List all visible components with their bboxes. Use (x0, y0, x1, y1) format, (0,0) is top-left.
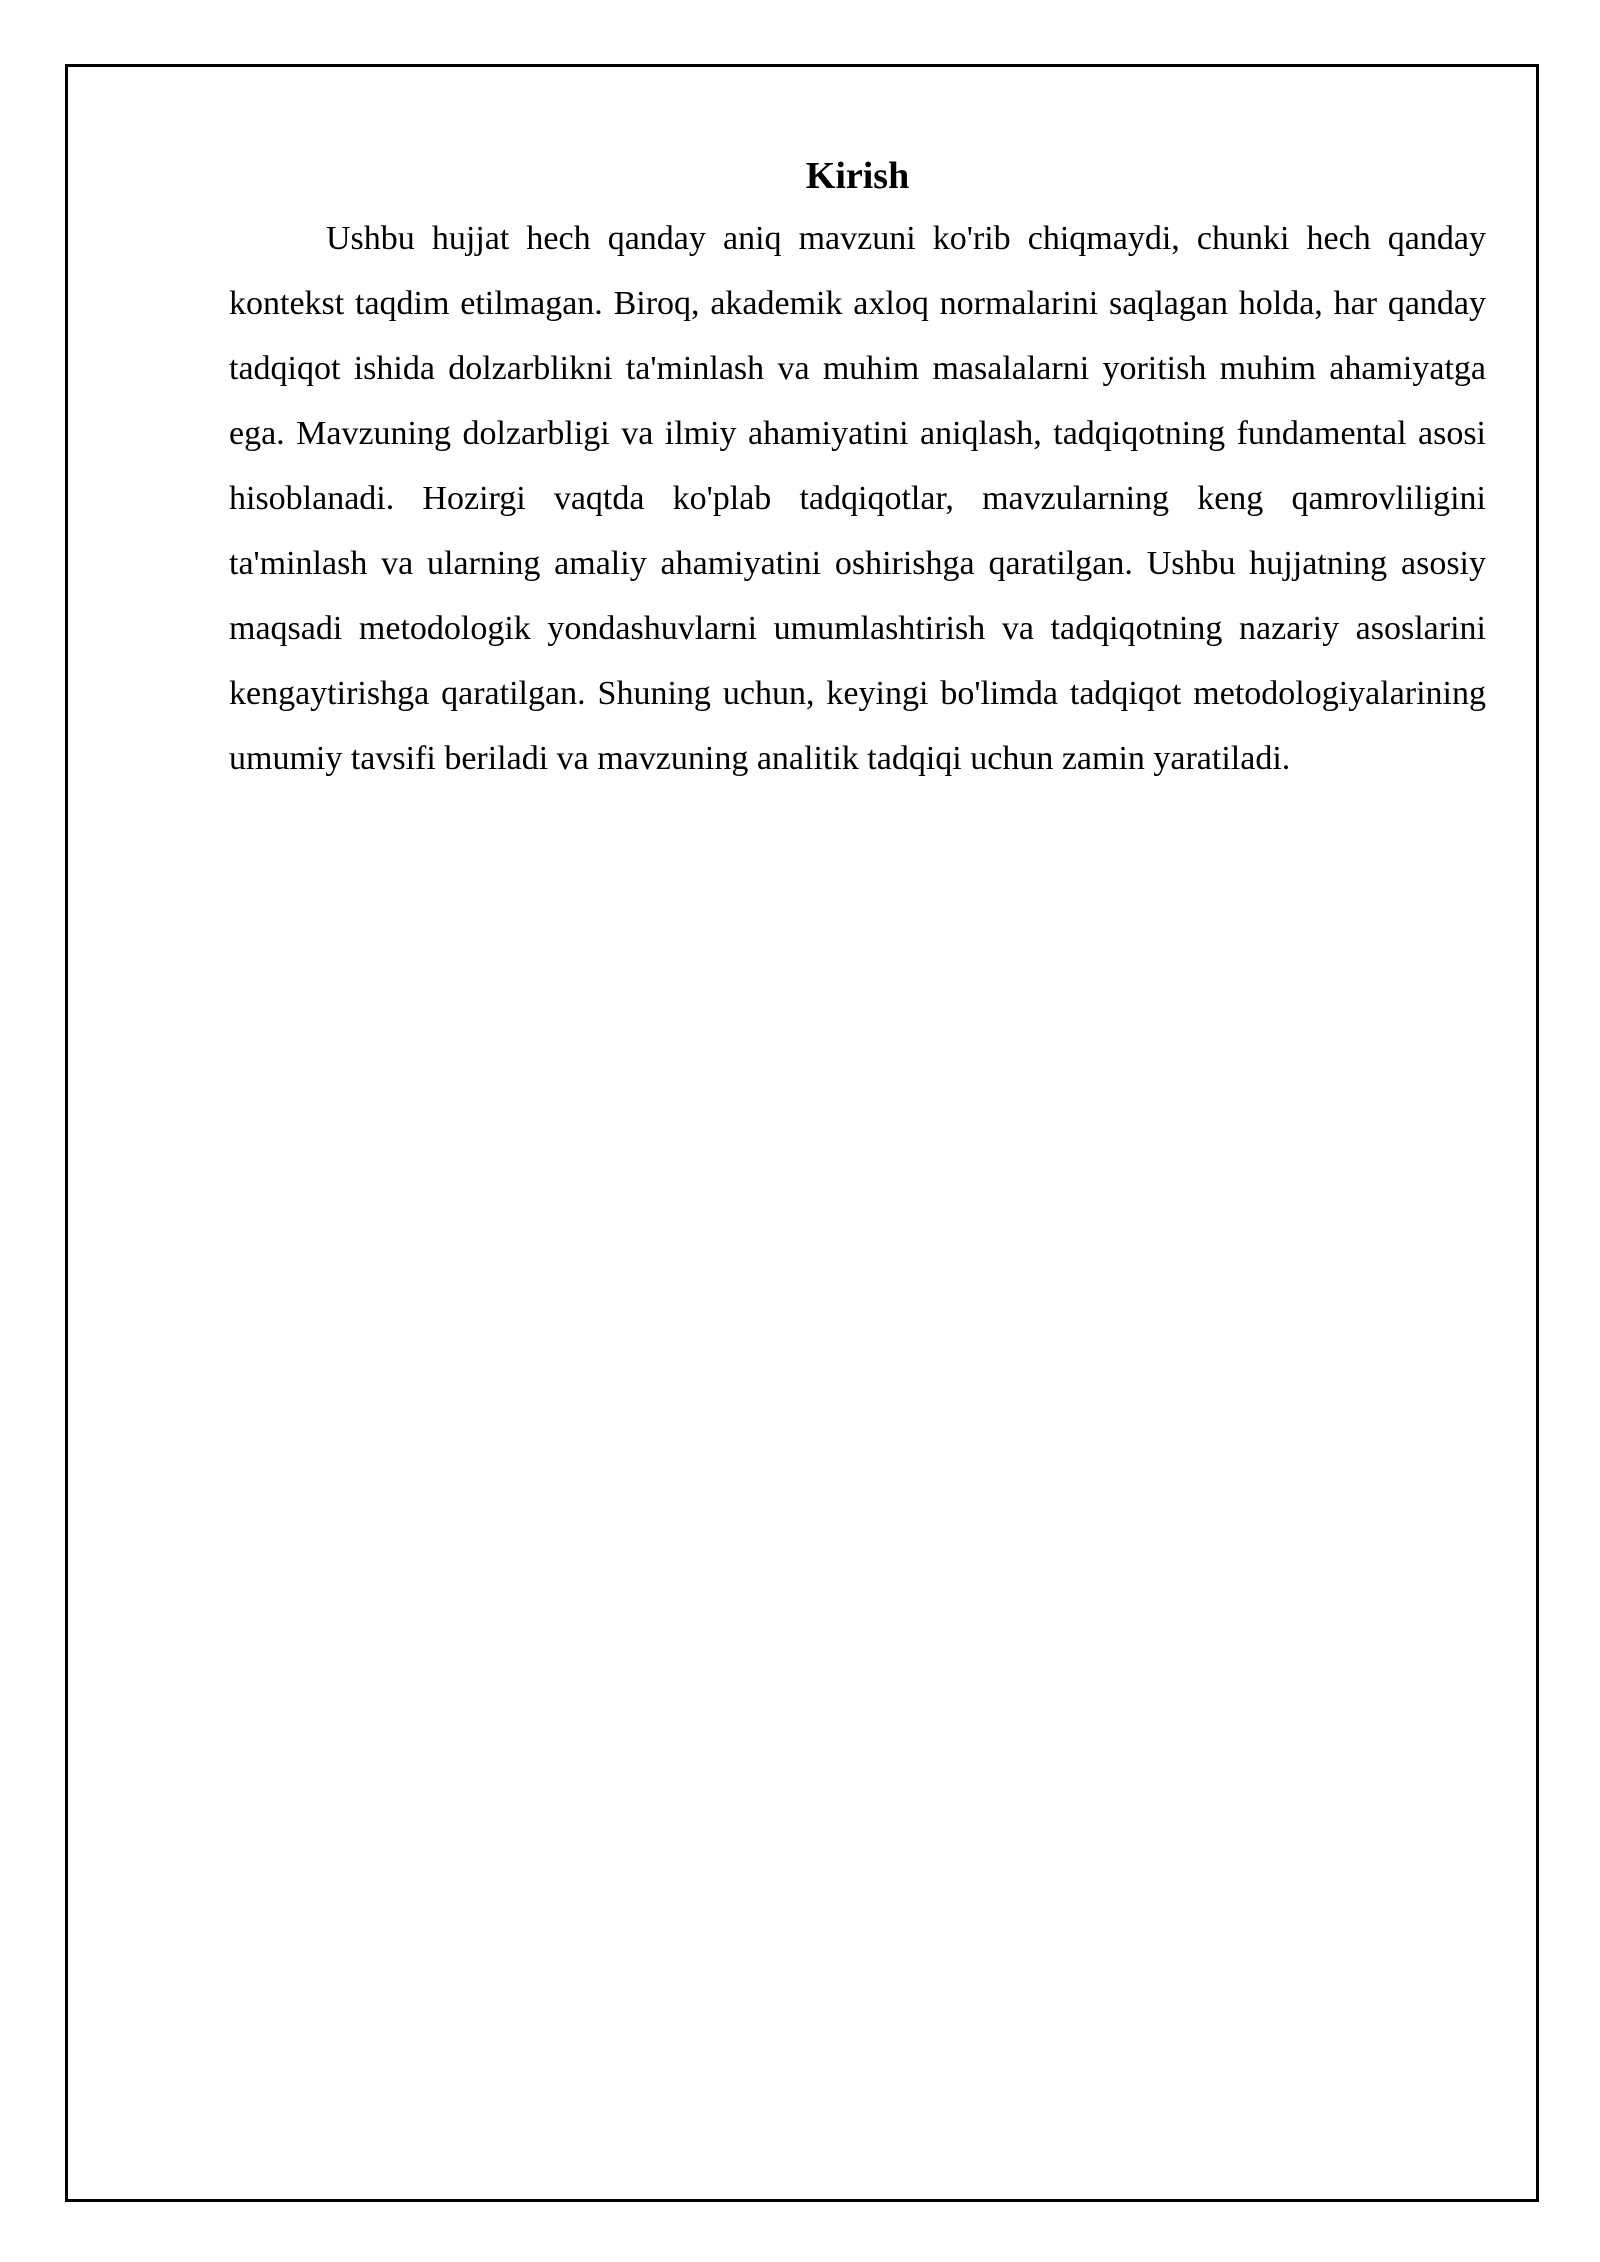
body-paragraph: Ushbu hujjat hech qanday aniq mavzuni ko'rib chiqmaydi, chunki hech qanday kontekst taqdim etilmagan. Biroq, akademik axloq normalarini saqlagan holda, har qanday tadqiqot ishida dolzarblikni ta'minlash va muhim masalalarni yoritish muhim ahamiyatga ega. Mavzuning dolzarbligi va ilmiy ahamiyatini aniqlash, tadqiqotning fundamental asosi hisoblanadi. Hozirgi vaqtda ko'plab tadqiqotlar, mavzularning keng qamrovliligini ta'minlash va ularning amaliy ahamiyatini oshirishga qaratilgan. Ushbu hujjatning asosiy maqsadi metodologik yondashuvlarni umumlashtirish va tadqiqotning nazariy asoslarini kengaytirishga qaratilgan. Shuning uchun, keyingi bo'limda tadqiqot metodologiyalarining umumiy tavsifi beriladi va mavzuning analitik tadqiqi uchun zamin yaratiladi. (229, 220, 1486, 777)
section-title: Kirish (805, 155, 910, 197)
document-content (229, 146, 1486, 791)
